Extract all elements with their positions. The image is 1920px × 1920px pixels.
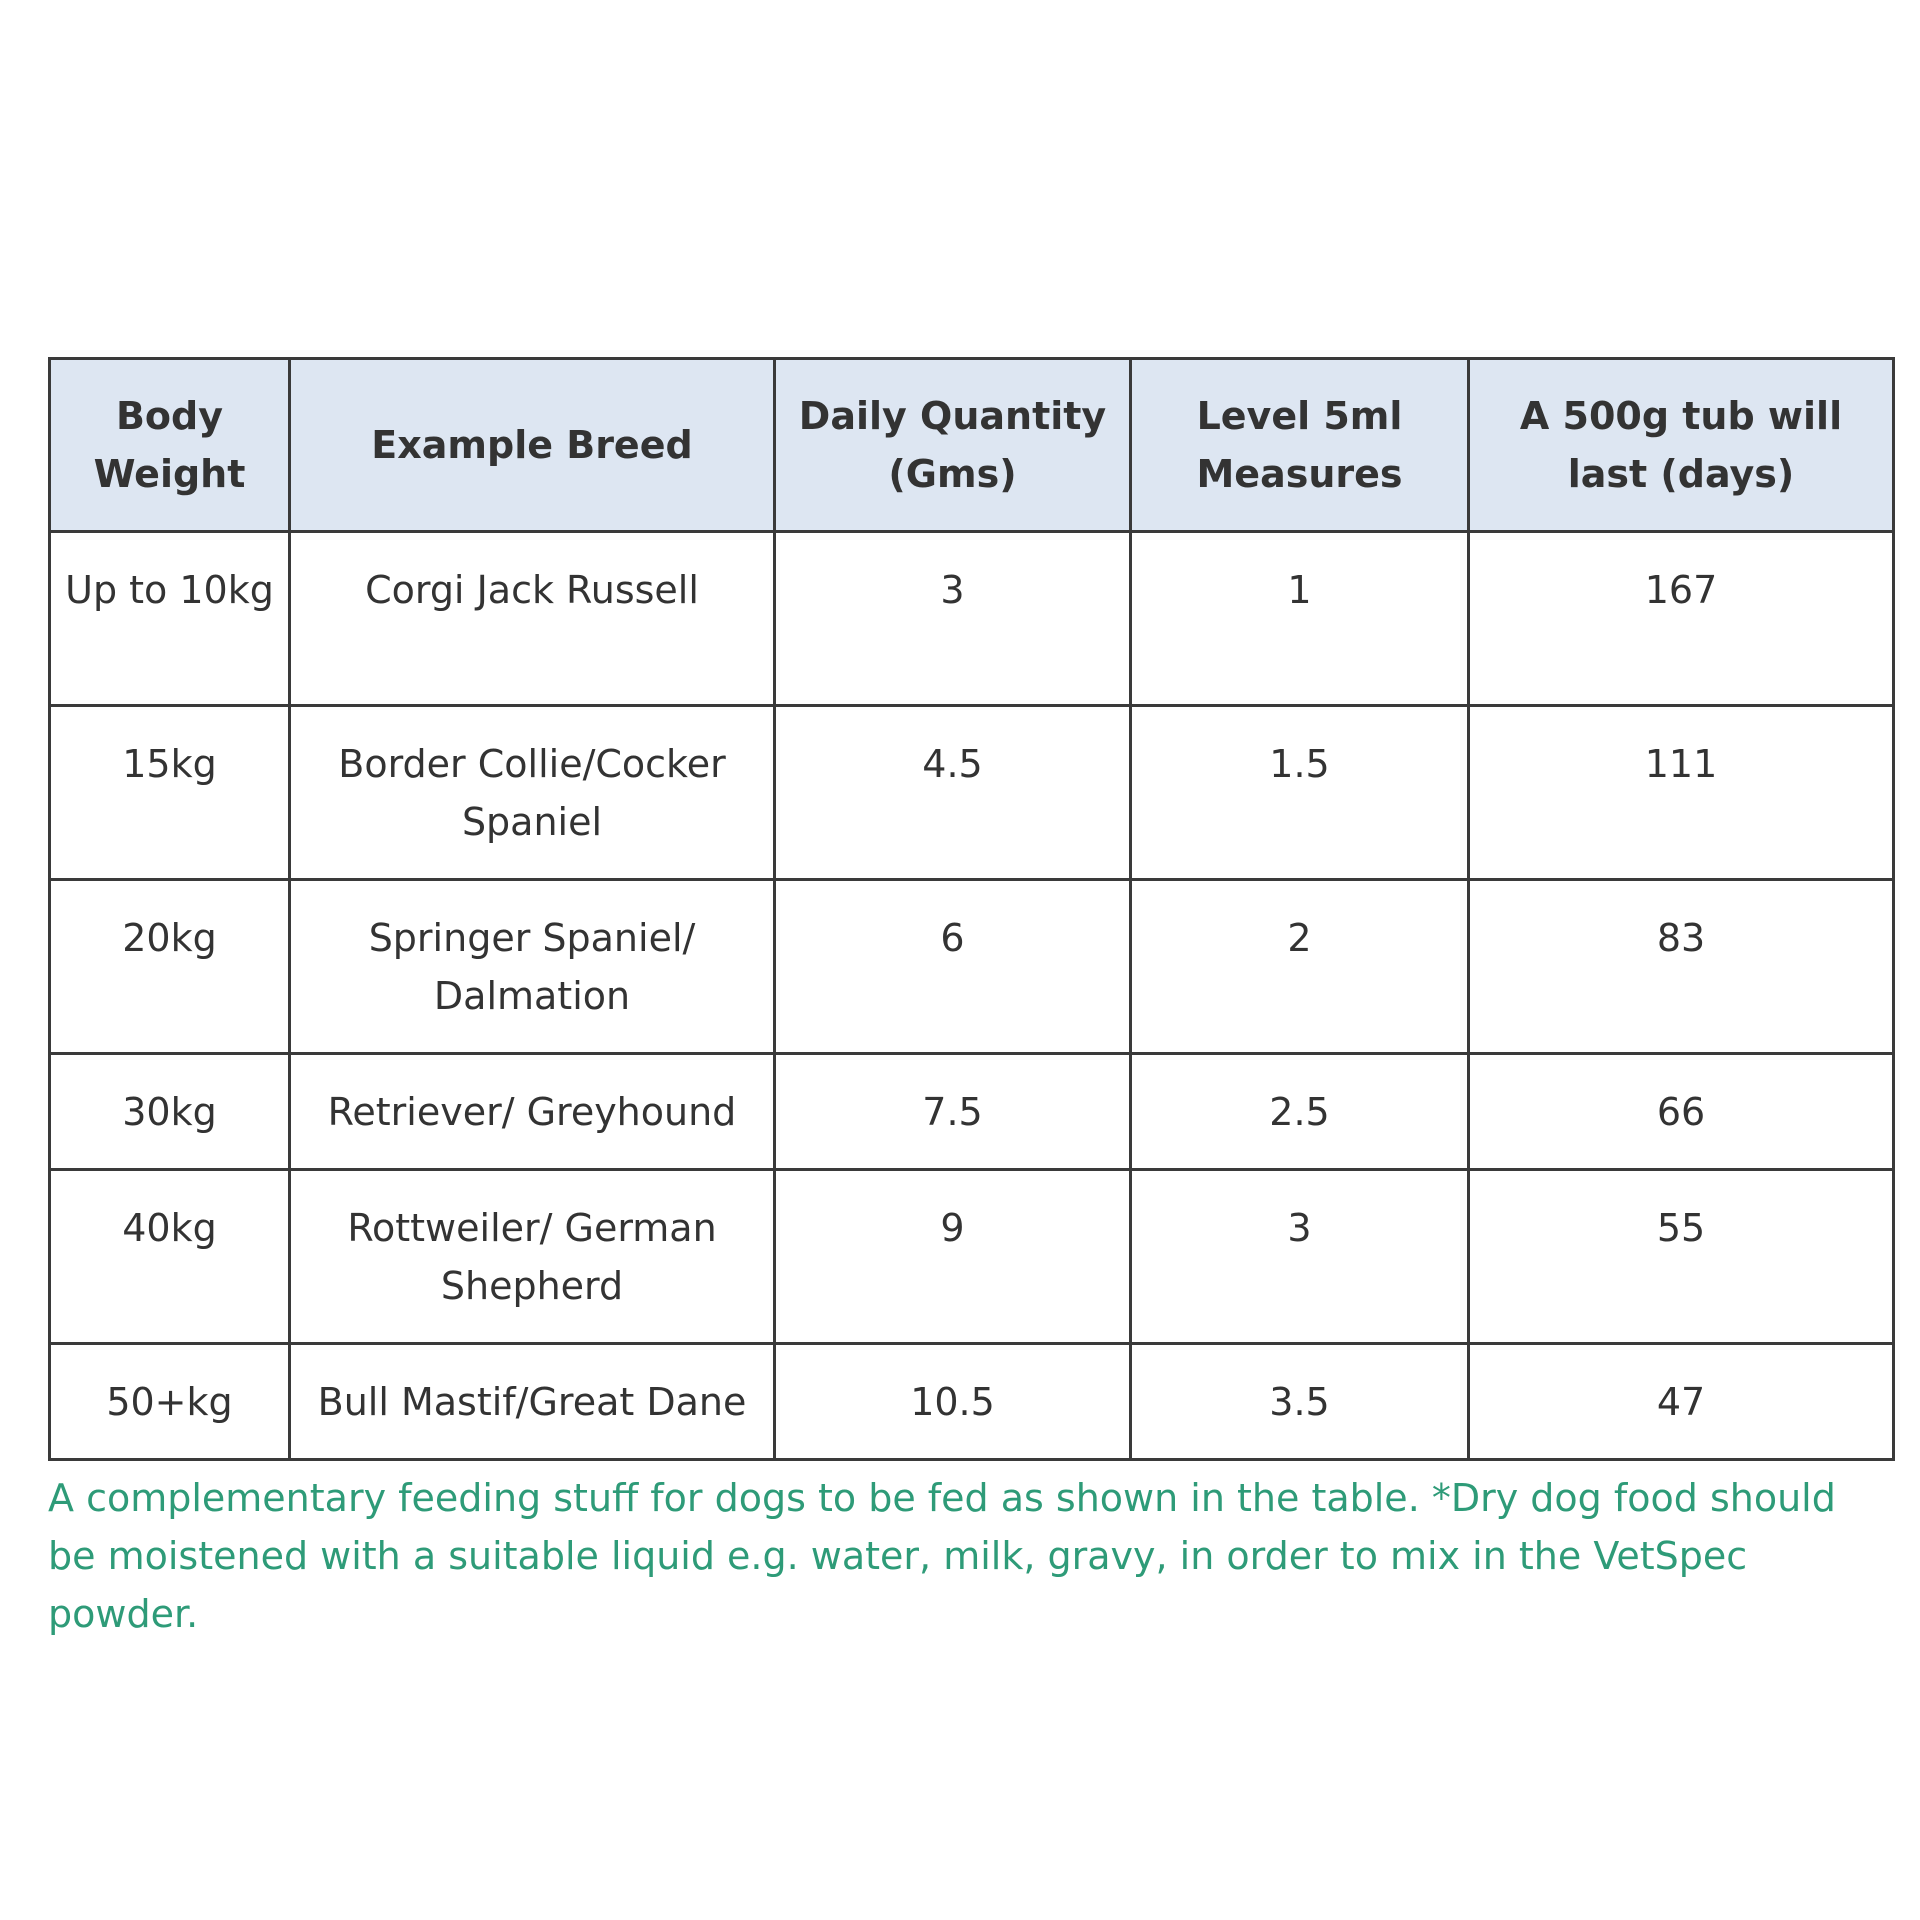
cell-body-weight: 20kg [50,880,290,1054]
header-tub-duration: A 500g tub will last (days) [1469,359,1894,532]
feeding-guide [48,357,1892,1643]
cell-example-breed: Border Collie/Cocker Spaniel [290,706,775,880]
cell-level-measures: 2 [1131,880,1469,1054]
cell-example-breed: Bull Mastif/Great Dane [290,1344,775,1460]
header-example-breed: Example Breed [290,359,775,532]
cell-example-breed: Retriever/ Greyhound [290,1054,775,1170]
cell-example-breed: Springer Spaniel/ Dalmation [290,880,775,1054]
table-header-row [50,359,1894,532]
table-row [50,706,1894,880]
table-row [50,880,1894,1054]
cell-daily-quantity: 4.5 [775,706,1131,880]
cell-tub-duration: 47 [1469,1344,1894,1460]
cell-daily-quantity: 9 [775,1170,1131,1344]
cell-daily-quantity: 6 [775,880,1131,1054]
cell-daily-quantity: 10.5 [775,1344,1131,1460]
cell-level-measures: 3 [1131,1170,1469,1344]
cell-body-weight: 15kg [50,706,290,880]
table-row [50,1054,1894,1170]
cell-level-measures: 1.5 [1131,706,1469,880]
cell-tub-duration: 66 [1469,1054,1894,1170]
cell-body-weight: Up to 10kg [50,532,290,706]
cell-body-weight: 50+kg [50,1344,290,1460]
cell-example-breed: Rottweiler/ German Shepherd [290,1170,775,1344]
cell-tub-duration: 83 [1469,880,1894,1054]
cell-daily-quantity: 7.5 [775,1054,1131,1170]
header-level-measures: Level 5ml Measures [1131,359,1469,532]
cell-tub-duration: 111 [1469,706,1894,880]
cell-level-measures: 1 [1131,532,1469,706]
table-row [50,1170,1894,1344]
cell-body-weight: 40kg [50,1170,290,1344]
table-row [50,1344,1894,1460]
cell-daily-quantity: 3 [775,532,1131,706]
cell-example-breed: Corgi Jack Russell [290,532,775,706]
cell-level-measures: 3.5 [1131,1344,1469,1460]
header-body-weight: Body Weight [50,359,290,532]
cell-level-measures: 2.5 [1131,1054,1469,1170]
cell-tub-duration: 55 [1469,1170,1894,1344]
feeding-footnote: A complementary feeding stuff for dogs to be fed as shown in the table. *Dry dog food should be moistened with a suitable liquid e.g. water, milk, gravy, in order to mix in the VetSpec powder. [48,1476,1836,1636]
cell-body-weight: 30kg [50,1054,290,1170]
feeding-table [48,357,1895,1461]
table-row [50,532,1894,706]
cell-tub-duration: 167 [1469,532,1894,706]
header-daily-quantity: Daily Quantity (Gms) [775,359,1131,532]
